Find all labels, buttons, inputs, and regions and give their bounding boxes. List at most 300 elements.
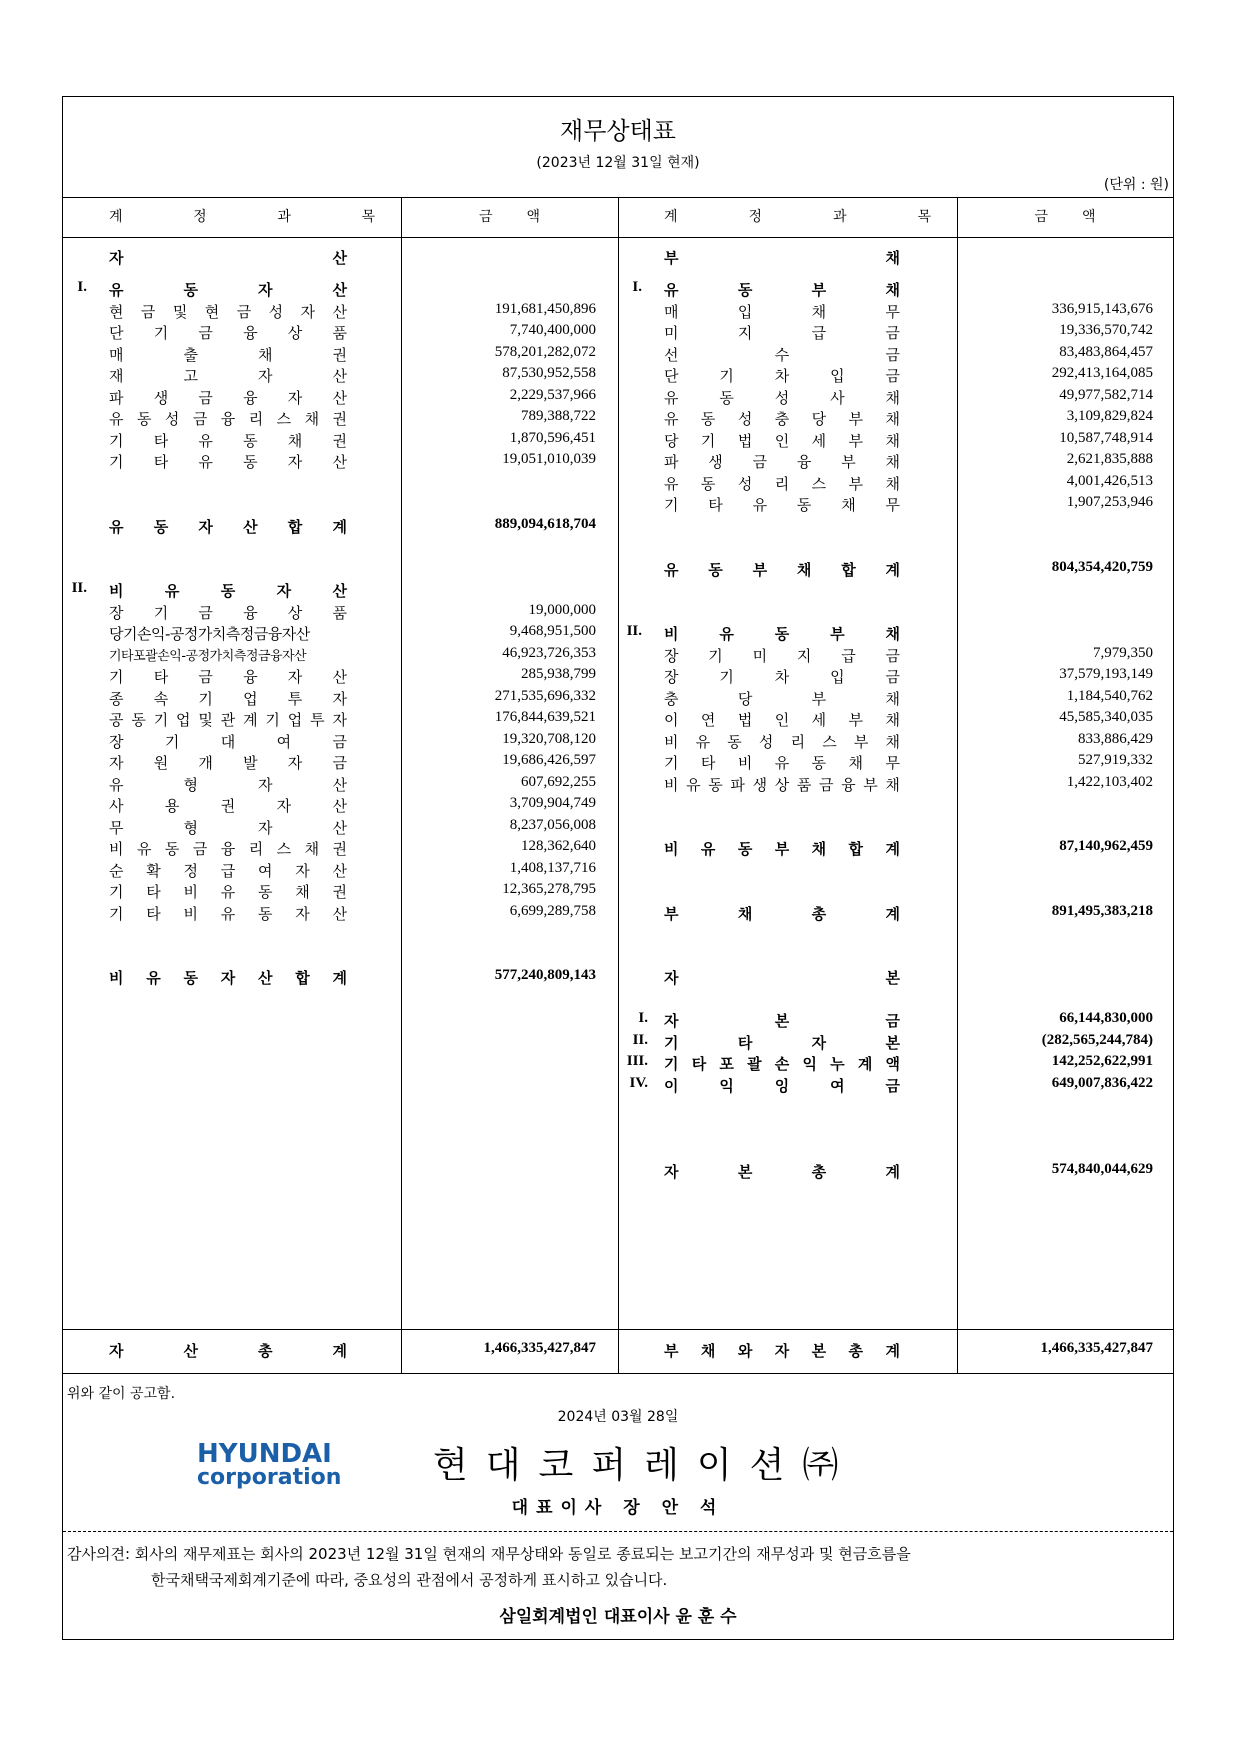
asset-item-label-char: 현 xyxy=(109,302,124,321)
liability-item-amount: 19,336,570,742 xyxy=(1059,322,1153,338)
asset-item-label xyxy=(109,860,347,882)
account-header-char: 과 xyxy=(832,209,847,225)
account-header-char: 목 xyxy=(361,209,375,225)
total-assets-label-char: 자 xyxy=(109,1342,124,1360)
company-name: 현대코퍼레이션㈜ xyxy=(433,1445,857,1486)
asset-item-label-char: 자 xyxy=(332,689,347,708)
current-assets-title-char: 동 xyxy=(183,281,198,299)
liability-item-label-char: 부 xyxy=(848,474,864,493)
equity-item-label-char: 기 xyxy=(664,1033,679,1052)
equity-item-label-char: 포 xyxy=(719,1055,734,1073)
total-assets-label xyxy=(109,1340,347,1362)
liability-amount-header: 금액 xyxy=(1034,209,1130,225)
liability-item-label-char: 파 xyxy=(730,775,745,794)
liability-item-label-char: 스 xyxy=(811,474,827,493)
noncurrent-liabilities-total-label-char: 합 xyxy=(848,840,864,858)
equity-item-label xyxy=(664,1010,900,1032)
liability-item-label-char: 비 xyxy=(737,754,753,772)
asset-item-label-char: 종 xyxy=(109,689,124,708)
account-header-char: 과 xyxy=(277,209,291,225)
equity-item-label-char: 본 xyxy=(885,1033,900,1052)
liabilities-heading xyxy=(664,247,900,269)
asset-item-label-char: 고 xyxy=(183,367,198,385)
asset-item-label-char: 관 xyxy=(220,711,236,729)
assets-heading-char: 자 xyxy=(109,249,124,267)
asset-item-label-char: 비 xyxy=(183,904,198,923)
asset-item-label-char: 금 xyxy=(198,668,213,686)
noncurrent-liabilities-total-label-char: 채 xyxy=(811,840,827,858)
asset-item-label-char: 투 xyxy=(287,689,303,708)
asset-item-label-char: 권 xyxy=(332,431,347,450)
asset-item-label-char: 타 xyxy=(153,431,169,450)
total-equity-label-char: 자 xyxy=(664,1162,679,1181)
total-equity-label-char: 본 xyxy=(737,1162,753,1181)
asset-item-label-char: 자 xyxy=(295,904,310,923)
current-liabilities-total-label-char: 유 xyxy=(664,560,679,579)
liability-item-label-char: 채 xyxy=(885,453,900,471)
asset-item-label-char: 자 xyxy=(300,302,316,321)
current-liabilities-total-label-char: 채 xyxy=(796,560,812,579)
liability-item-label xyxy=(664,709,900,731)
asset-item-label-char: 자 xyxy=(295,861,310,880)
liability-item-label-char: 동 xyxy=(700,410,716,428)
liability-item-label-char: 융 xyxy=(796,453,812,471)
assets-heading-char: 산 xyxy=(332,249,347,267)
asset-item-label-char: 유 xyxy=(109,410,124,428)
asset-item-label xyxy=(109,602,347,624)
asset-item-label-char: 산 xyxy=(332,302,347,321)
equity-item-label-char: 괄 xyxy=(747,1055,762,1073)
current-liabilities-title-char: 부 xyxy=(811,281,827,299)
liability-item-label-char: 유 xyxy=(664,474,679,493)
liability-item-label-char: 세 xyxy=(811,431,827,450)
liability-item-label-char: 금 xyxy=(885,367,900,385)
liability-item-label-char: 부 xyxy=(848,711,864,729)
liability-item-label-char: 기 xyxy=(700,431,716,450)
liability-item-label-char: 당 xyxy=(737,689,753,708)
equity-item-amount: 649,007,836,422 xyxy=(1051,1074,1153,1091)
liability-item-label-char: 스 xyxy=(822,732,837,751)
roman-numeral: II. xyxy=(71,580,87,596)
noncurrent-liabilities-title-char: 비 xyxy=(664,625,679,643)
liability-item-amount: 1,422,103,402 xyxy=(1066,773,1153,790)
liability-item-label-char: 타 xyxy=(700,754,716,772)
noncurrent-liabilities-total-label-char: 유 xyxy=(700,840,716,858)
asset-item-label-char: 형 xyxy=(183,775,198,794)
equity-item-label-char: 누 xyxy=(830,1055,845,1073)
asset-item-label-char: 자 xyxy=(109,754,124,772)
asset-item-label-char: 채 xyxy=(258,345,273,364)
asset-item-label-char: 산 xyxy=(332,818,347,837)
liability-item-label-char: 금 xyxy=(885,668,900,686)
asset-item-label-char: 융 xyxy=(243,603,258,622)
asset-item-label-char: 채 xyxy=(304,840,320,858)
current-liabilities-total-label-char: 계 xyxy=(885,560,900,579)
asset-item-label xyxy=(109,430,347,452)
asset-item-label xyxy=(109,795,347,817)
noncurrent-liabilities-total-label-char: 부 xyxy=(774,840,790,858)
asset-item-label xyxy=(109,666,347,688)
asset-item-label-char: 기 xyxy=(153,711,169,729)
liability-item-amount: 292,413,164,085 xyxy=(1051,365,1153,381)
asset-item-label-char: 출 xyxy=(183,345,198,364)
asset-item-label: 기타포괄손익-공정가치측정금융자산 xyxy=(109,648,307,664)
asset-item-label-char: 업 xyxy=(243,689,258,708)
asset-item-label xyxy=(109,881,347,903)
liability-item-label xyxy=(664,645,900,667)
asset-item-label-char: 산 xyxy=(332,668,347,686)
asset-item-label-char: 융 xyxy=(243,388,258,407)
liability-item-label-char: 채 xyxy=(885,732,900,751)
asset-amount-header: 금액 xyxy=(478,209,575,225)
equity-item-label xyxy=(664,1075,900,1097)
liability-item-label xyxy=(664,666,900,688)
asset-item-label-char: 여 xyxy=(258,861,273,880)
asset-item-amount: 1,870,596,451 xyxy=(509,429,596,446)
asset-item-label-char: 동 xyxy=(131,711,146,729)
current-liabilities-title-char: 채 xyxy=(885,281,900,299)
asset-item-label-char: 기 xyxy=(109,904,124,923)
liability-item-amount: 1,184,540,762 xyxy=(1066,687,1153,704)
asset-item-amount: 3,709,904,749 xyxy=(509,795,596,811)
roman-numeral: II. xyxy=(632,1031,648,1048)
asset-item-label xyxy=(109,408,347,430)
total-liabilities-equity-label-char: 총 xyxy=(848,1342,864,1360)
noncurrent-assets-title xyxy=(109,580,347,602)
asset-item-amount: 7,740,400,000 xyxy=(509,322,596,338)
equity-item-label-char: 계 xyxy=(857,1055,873,1073)
liability-item-amount: 10,587,748,914 xyxy=(1059,429,1153,446)
current-assets-title-char: 자 xyxy=(258,281,273,299)
liability-item-label-char: 급 xyxy=(811,324,827,342)
equity-item-label-char: 이 xyxy=(664,1076,679,1095)
asset-item-label-char: 동 xyxy=(258,883,273,901)
equity-heading-char: 자 xyxy=(664,969,679,987)
liability-item-amount: 7,979,350 xyxy=(1093,644,1153,661)
liability-item-label-char: 채 xyxy=(885,689,900,708)
equity-item-amount: 66,144,830,000 xyxy=(1059,1010,1153,1026)
asset-item-amount: 191,681,450,896 xyxy=(494,300,596,317)
liability-item-label-char: 충 xyxy=(664,689,679,708)
liability-item-label-char: 매 xyxy=(664,302,679,321)
equity-item-label-char: 익 xyxy=(802,1055,817,1073)
liability-item-label-char: 연 xyxy=(700,711,716,729)
asset-item-label-char: 급 xyxy=(220,861,236,880)
account-header-char: 목 xyxy=(917,209,931,225)
liability-item-label-char: 장 xyxy=(664,646,679,665)
liability-item-label-char: 부 xyxy=(863,775,878,794)
liability-item-label xyxy=(664,731,900,753)
balance-sheet-frame xyxy=(62,96,1174,1640)
asset-item-label xyxy=(109,752,347,774)
noncurrent-assets-total-label-char: 비 xyxy=(109,969,124,987)
asset-item-label-char: 자 xyxy=(258,818,273,837)
liability-item-label-char: 선 xyxy=(664,345,679,364)
asset-item-label-char: 기 xyxy=(198,689,213,708)
asset-item-label-char: 자 xyxy=(287,453,303,471)
liability-item-label-char: 기 xyxy=(664,754,679,772)
asset-item-label-char: 기 xyxy=(153,324,169,342)
asset-item-label-char: 유 xyxy=(198,453,213,471)
asset-item-label-char: 리 xyxy=(248,410,264,428)
asset-item-label-char: 금 xyxy=(198,324,213,342)
liability-account-header xyxy=(664,197,931,237)
liability-item-label xyxy=(664,365,900,387)
asset-item-label-char: 융 xyxy=(220,410,236,428)
noncurrent-assets-title-char: 비 xyxy=(109,582,124,600)
liability-item-label-char: 성 xyxy=(737,410,753,428)
noncurrent-liabilities-title-char: 동 xyxy=(774,625,790,643)
asset-item-label-char: 산 xyxy=(332,797,347,815)
noncurrent-liabilities-total: 87,140,962,459 xyxy=(1059,838,1153,854)
liability-item-label-char: 타 xyxy=(708,496,723,514)
asset-item-label-char: 자 xyxy=(332,711,347,729)
asset-item-label-char: 현 xyxy=(204,302,220,321)
liability-item-label-char: 생 xyxy=(752,775,768,794)
asset-item-label xyxy=(109,731,347,753)
asset-item-label-char: 동 xyxy=(136,410,152,428)
current-liabilities-total-label-char: 부 xyxy=(752,560,768,579)
account-header-char: 계 xyxy=(664,209,678,225)
asset-item-label-char: 타 xyxy=(146,904,161,923)
liability-item-label-char: 무 xyxy=(885,302,900,321)
total-liabilities: 891,495,383,218 xyxy=(1051,902,1153,919)
equity-item-label-char: 자 xyxy=(664,1012,679,1030)
total-liabilities-equity: 1,466,335,427,847 xyxy=(1040,1340,1153,1356)
noncurrent-assets-total-label-char: 합 xyxy=(295,969,310,987)
asset-item-label-char: 유 xyxy=(136,840,152,858)
asset-item-label-char: 유 xyxy=(220,904,236,923)
asset-item-amount: 128,362,640 xyxy=(521,838,596,854)
equity-item-amount: (282,565,244,784) xyxy=(1041,1031,1153,1048)
liability-item-label-char: 부 xyxy=(841,453,856,471)
liability-item-label xyxy=(664,494,900,516)
liability-item-label-char: 금 xyxy=(885,646,900,665)
divider xyxy=(63,1531,1173,1532)
liability-item-label xyxy=(664,301,900,323)
company-logo: HYUNDAI corporation xyxy=(197,1439,342,1490)
noncurrent-assets-total-label-char: 유 xyxy=(146,969,161,987)
current-liabilities-total-label xyxy=(664,559,900,581)
asset-item-label-char: 상 xyxy=(287,603,303,622)
asset-item-label xyxy=(109,451,347,473)
current-liabilities-total: 804,354,420,759 xyxy=(1051,558,1153,575)
liability-item-label-char: 채 xyxy=(885,431,900,450)
liability-item-label-char: 동 xyxy=(811,754,827,772)
notice-date: 2024년 03월 28일 xyxy=(557,1409,679,1425)
asset-item-label-char: 산 xyxy=(332,388,347,407)
asset-item-label-char: 유 xyxy=(198,431,213,450)
account-header-char: 정 xyxy=(193,209,207,225)
liability-item-label xyxy=(664,473,900,495)
equity-item-label xyxy=(664,1053,900,1075)
equity-item-label-char: 손 xyxy=(774,1055,790,1073)
liability-item-label-char: 동 xyxy=(719,388,734,407)
roman-numeral: III. xyxy=(626,1053,648,1069)
asset-item-label-char: 기 xyxy=(109,431,124,450)
liability-item-label-char: 지 xyxy=(737,324,753,342)
asset-item-amount: 87,530,952,558 xyxy=(502,365,596,381)
equity-heading-char: 본 xyxy=(885,969,900,987)
liability-item-label-char: 금 xyxy=(885,345,900,364)
liability-item-amount: 49,977,582,714 xyxy=(1059,386,1153,403)
asset-item-label-char: 비 xyxy=(183,883,198,901)
liability-item-label-char: 기 xyxy=(664,496,679,514)
asset-item-label-char: 기 xyxy=(265,711,280,729)
liability-item-label-char: 차 xyxy=(774,668,790,686)
liability-item-label-char: 파 xyxy=(664,453,679,471)
equity-item-label-char: 본 xyxy=(774,1012,790,1030)
current-assets-total-label-char: 산 xyxy=(243,517,258,536)
total-assets-label-char: 산 xyxy=(183,1342,198,1360)
noncurrent-assets-total-label xyxy=(109,967,347,989)
asset-item-label-char: 여 xyxy=(276,732,292,751)
asset-item-label-char: 금 xyxy=(236,302,252,321)
roman-numeral: I. xyxy=(77,279,87,295)
liability-item-label-char: 생 xyxy=(708,453,723,471)
asset-item-label-char: 공 xyxy=(109,711,124,729)
asset-item-label-char: 성 xyxy=(268,302,284,321)
asset-item-label-char: 권 xyxy=(332,840,347,858)
asset-item-label-char: 성 xyxy=(164,410,180,428)
liability-item-label-char: 입 xyxy=(830,367,845,385)
asset-item-amount: 46,923,726,353 xyxy=(502,644,596,661)
liability-item-label-char: 부 xyxy=(853,732,869,751)
equity-item-label-char: 금 xyxy=(885,1076,900,1095)
liability-item-label-char: 충 xyxy=(774,410,790,428)
asset-item-label-char: 채 xyxy=(304,410,320,428)
current-assets-title-char: 유 xyxy=(109,281,124,299)
liability-item-label-char: 유 xyxy=(686,775,701,794)
asset-item-label-char: 금 xyxy=(192,410,208,428)
total-liabilities-equity-label-char: 채 xyxy=(700,1342,716,1360)
asset-item-label-char: 사 xyxy=(109,797,124,815)
asset-item-label-char: 금 xyxy=(198,603,213,622)
asset-item-label-char: 유 xyxy=(109,775,124,794)
total-liabilities-label-char: 부 xyxy=(664,904,679,923)
liability-item-label-char: 채 xyxy=(841,496,856,514)
asset-item-label-char: 자 xyxy=(287,754,303,772)
liability-item-label-char: 채 xyxy=(811,302,827,321)
current-assets-total-label-char: 동 xyxy=(153,517,169,536)
statement-title: 재무상태표 xyxy=(560,117,676,145)
equity-item-label-char: 여 xyxy=(830,1076,845,1095)
asset-item-label: 당기손익-공정가치측정금융자산 xyxy=(109,625,310,643)
asset-item-amount: 19,000,000 xyxy=(528,601,596,618)
liability-item-label-char: 인 xyxy=(774,431,790,450)
noncurrent-liabilities-total-label-char: 비 xyxy=(664,840,679,858)
asset-item-label-char: 금 xyxy=(332,732,347,751)
roman-numeral: I. xyxy=(632,279,642,295)
asset-item-label xyxy=(109,817,347,839)
asset-item-label-char: 산 xyxy=(332,775,347,794)
liability-item-label-char: 채 xyxy=(848,754,864,772)
asset-item-label-char: 기 xyxy=(109,883,124,901)
liability-item-amount: 2,621,835,888 xyxy=(1066,451,1153,467)
audit-opinion-line1: 감사의견: 회사의 재무제표는 회사의 2023년 12월 31일 현재의 재무상태와 동일로 종료되는 보고기간의 재무성과 및 현금흐름을 xyxy=(67,1545,911,1563)
asset-item-label-char: 타 xyxy=(146,883,161,901)
liability-item-label-char: 성 xyxy=(774,388,790,407)
liability-item-label-char: 입 xyxy=(830,668,845,686)
liability-item-label-char: 당 xyxy=(811,410,827,428)
noncurrent-liabilities-total-label-char: 동 xyxy=(737,840,753,858)
asset-item-label-char: 스 xyxy=(276,840,292,858)
account-header-char: 계 xyxy=(109,209,123,225)
liability-item-label-char: 당 xyxy=(664,431,679,450)
equity-item-label-char: 금 xyxy=(885,1012,900,1030)
auditor-name: 삼일회계법인 대표이사 윤 훈 수 xyxy=(499,1607,737,1627)
liability-item-label xyxy=(664,408,900,430)
asset-item-label xyxy=(109,301,347,323)
noncurrent-assets-total-label-char: 계 xyxy=(332,969,347,987)
asset-item-amount: 19,320,708,120 xyxy=(502,730,596,747)
liability-item-amount: 3,109,829,824 xyxy=(1066,408,1153,424)
liability-item-label-char: 부 xyxy=(848,410,864,428)
total-liabilities-equity-label-char: 계 xyxy=(885,1342,900,1360)
liability-item-label-char: 무 xyxy=(885,496,900,514)
asset-item-label-char: 상 xyxy=(287,324,303,342)
asset-item-label-char: 금 xyxy=(332,754,347,772)
noncurrent-liabilities-title-char: 부 xyxy=(830,625,845,643)
roman-numeral: I. xyxy=(638,1010,648,1026)
liability-item-label-char: 급 xyxy=(841,646,856,665)
asset-item-label-char: 자 xyxy=(276,797,292,815)
liability-item-label-char: 성 xyxy=(737,474,753,493)
liability-item-label xyxy=(664,430,900,452)
equity-heading xyxy=(664,967,900,989)
liability-item-label-char: 채 xyxy=(885,711,900,729)
liability-item-amount: 336,915,143,676 xyxy=(1051,300,1153,317)
liability-item-label-char: 단 xyxy=(664,367,679,385)
notice-text: 위와 같이 공고함. xyxy=(67,1386,176,1402)
noncurrent-liabilities-title-char: 유 xyxy=(719,625,734,643)
account-header-char: 정 xyxy=(748,209,763,225)
asset-item-label-char: 금 xyxy=(198,388,213,407)
current-liabilities-total-label-char: 동 xyxy=(708,560,723,579)
liability-item-amount: 833,886,429 xyxy=(1078,730,1153,747)
asset-item-label-char: 업 xyxy=(176,711,191,729)
asset-item-label-char: 품 xyxy=(332,324,347,342)
asset-item-label-char: 권 xyxy=(332,883,347,901)
asset-item-amount: 12,365,278,795 xyxy=(502,881,596,897)
asset-item-label-char: 융 xyxy=(220,840,236,858)
asset-item-label-char: 투 xyxy=(310,711,325,729)
asset-item-label-char: 자 xyxy=(287,668,303,686)
total-assets-label-char: 총 xyxy=(258,1342,273,1360)
total-equity: 574,840,044,629 xyxy=(1051,1160,1153,1177)
asset-item-amount: 8,237,056,008 xyxy=(509,816,596,833)
total-liabilities-label-char: 계 xyxy=(885,904,900,923)
liability-item-label-char: 인 xyxy=(774,711,790,729)
asset-item-label-char: 권 xyxy=(332,410,347,428)
ceo-name: 대표이사 장 안 석 xyxy=(511,1498,725,1518)
asset-item-label-char: 채 xyxy=(287,431,303,450)
asset-item-label-char: 산 xyxy=(332,904,347,923)
current-assets-total-label-char: 유 xyxy=(109,517,124,536)
asset-item-label-char: 금 xyxy=(192,840,208,858)
liability-item-amount: 37,579,193,149 xyxy=(1059,666,1153,682)
liability-item-label-char: 유 xyxy=(752,496,768,514)
liability-item-label xyxy=(664,752,900,774)
current-assets-total-label-char: 합 xyxy=(287,517,303,536)
current-liabilities-title xyxy=(664,279,900,301)
current-assets-total-label-char: 자 xyxy=(198,517,213,536)
liability-item-label-char: 미 xyxy=(752,646,768,665)
asset-item-label-char: 재 xyxy=(109,367,124,385)
liability-item-label-char: 이 xyxy=(664,711,679,729)
asset-item-label-char: 기 xyxy=(109,453,124,471)
asset-item-label-char: 기 xyxy=(153,603,169,622)
